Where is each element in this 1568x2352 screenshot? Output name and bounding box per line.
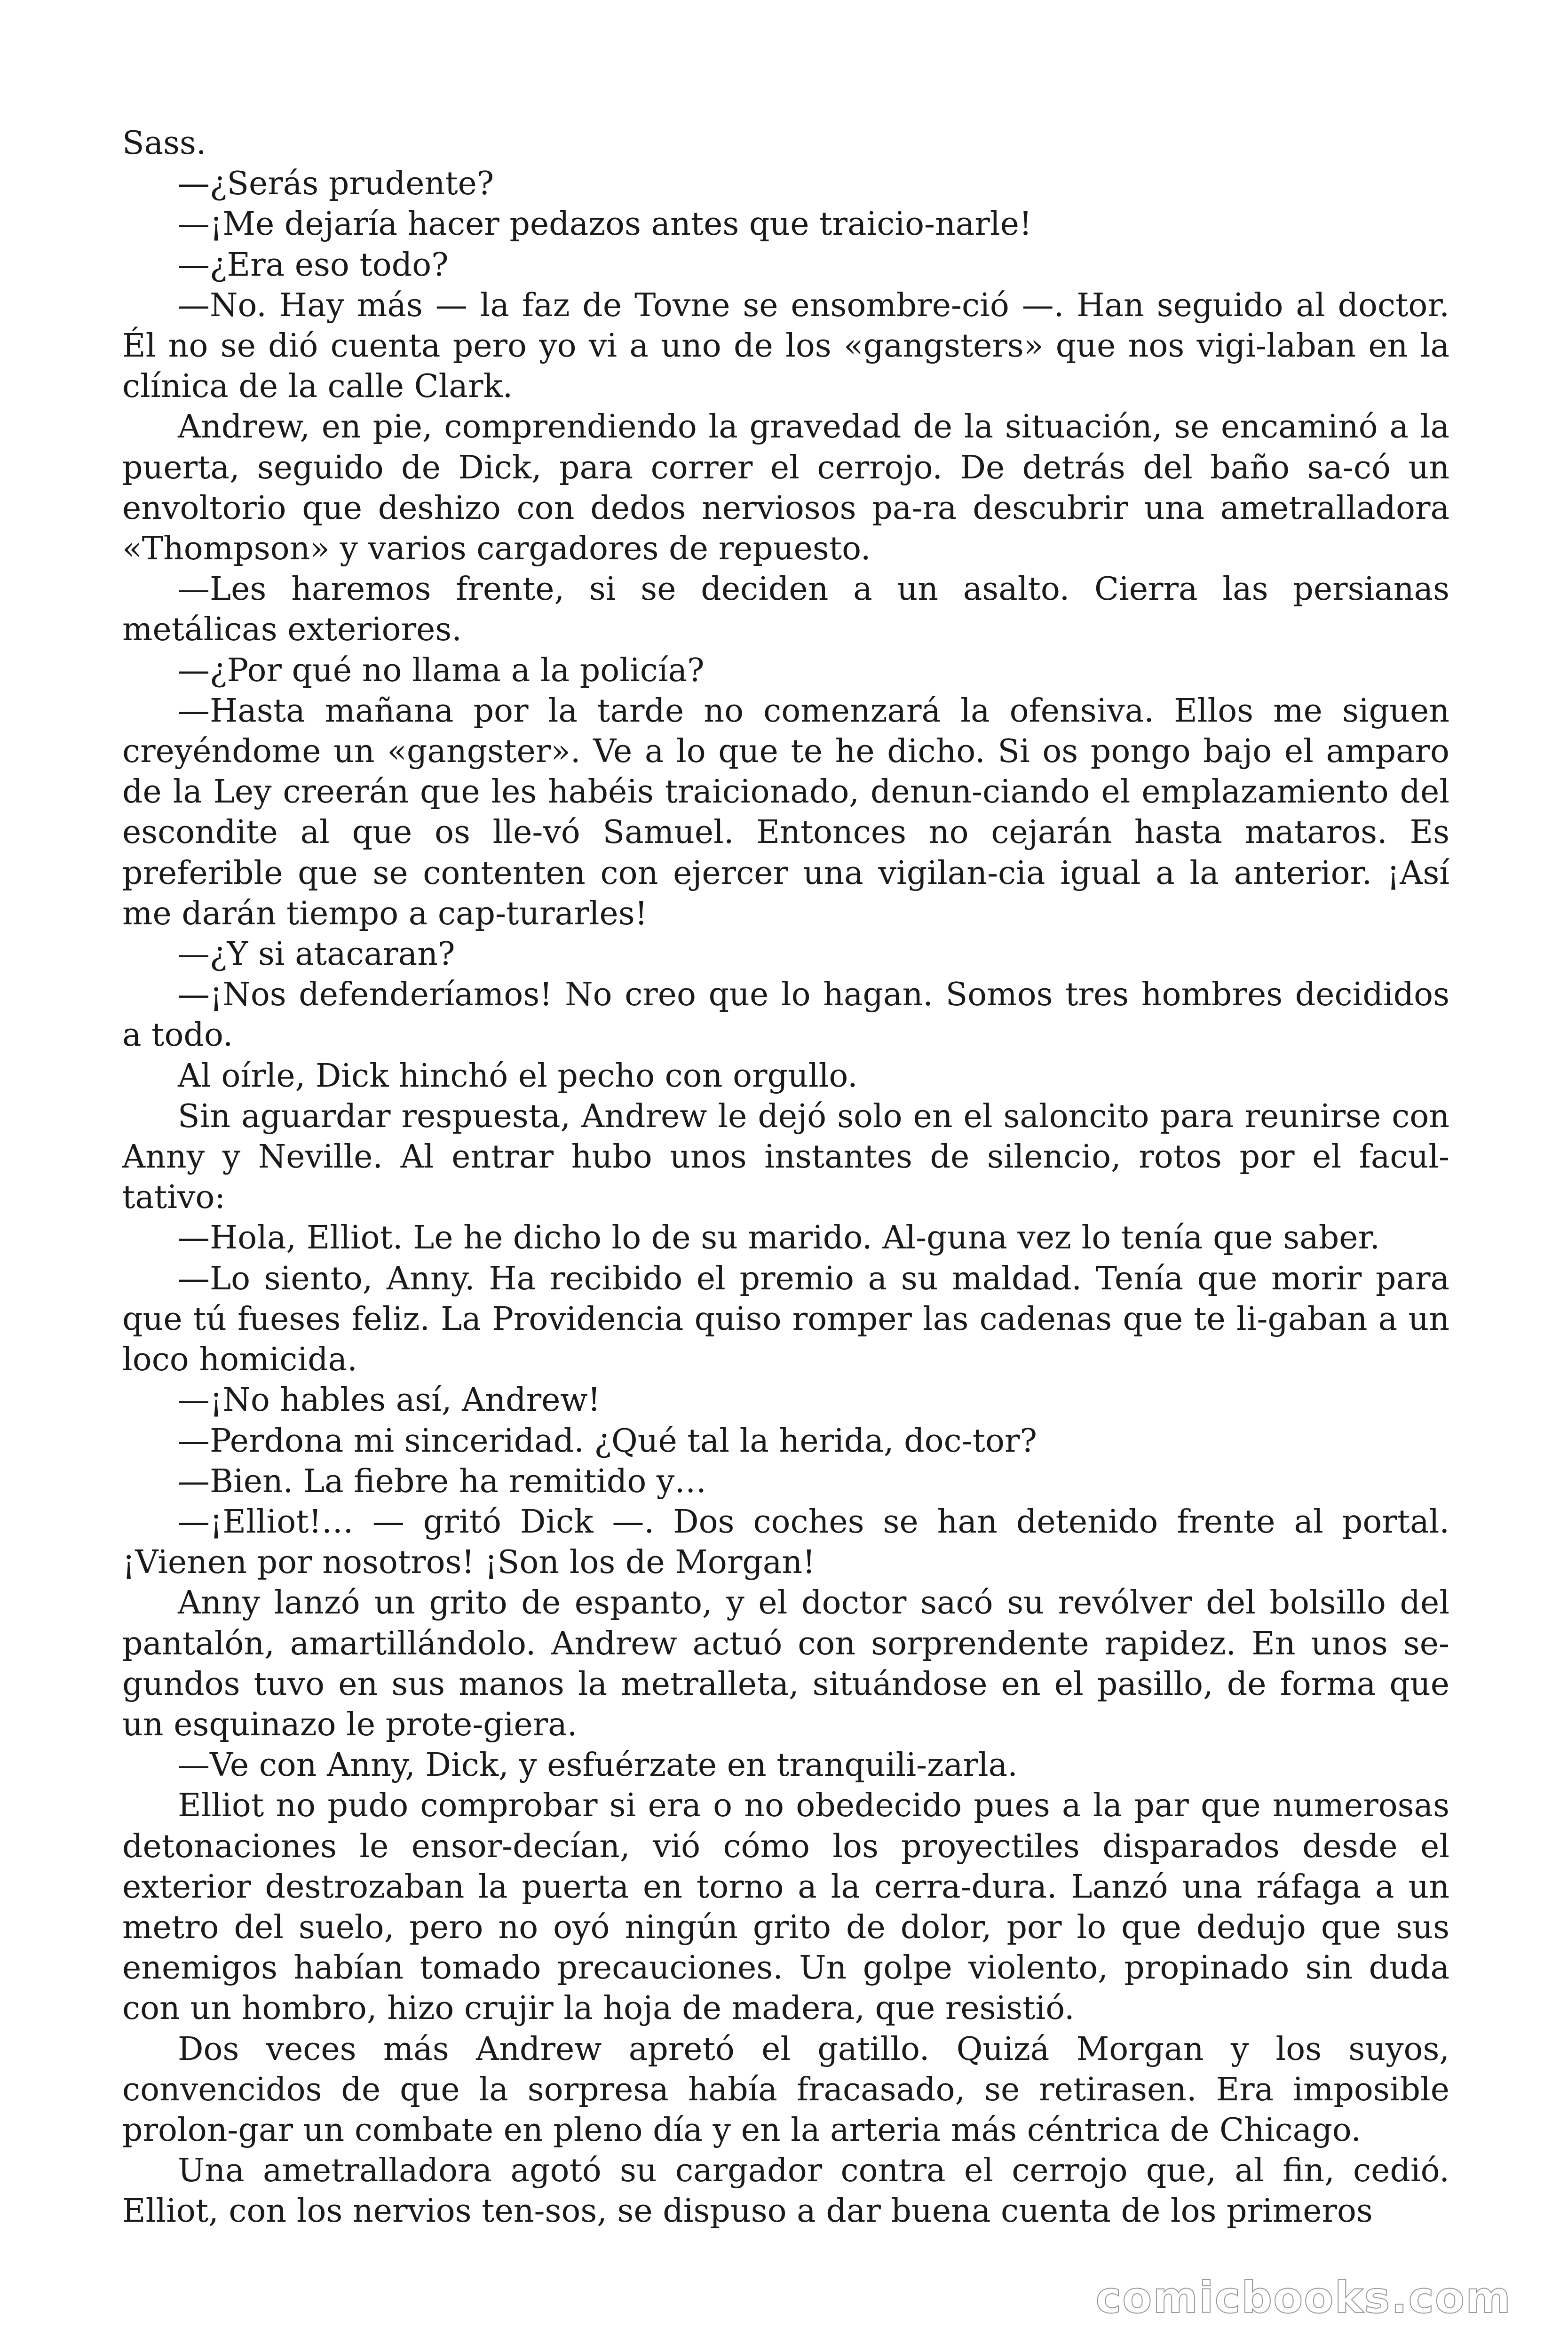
paragraph: —¿Y si atacaran? (178, 936, 455, 973)
paragraph: Sin aguardar respuesta, Andrew le dejó solo en el saloncito para reunirse con Anny y Neville. Al entrar hubo unos instantes de silencio, rotos por el facul-tativo: (122, 1097, 1449, 1216)
paragraph: —¡Me dejaría hacer pedazos antes que traicio-narle! (178, 206, 1032, 243)
page-text (122, 123, 1449, 2232)
paragraph: Sass. (122, 125, 206, 162)
paragraph: —¡Nos defenderíamos! No creo que lo hagan. Somos tres hombres decididos a todo. (122, 976, 1449, 1054)
paragraph: —¡No hables así, Andrew! (178, 1382, 601, 1419)
watermark-logo: comicbooks.com (1095, 2273, 1512, 2323)
paragraph: Anny lanzó un grito de espanto, y el doctor sacó su revólver del bolsillo del pantalón, amartillándolo. Andrew actuó con sorprendente rapidez. En unos se-gundos tuvo en sus manos la metralleta, situándose en el pasillo, de forma que un esquinazo le prote-giera. (122, 1584, 1449, 1743)
paragraph: —Les haremos frente, si se deciden a un asalto. Cierra las persianas metálicas exteriores. (122, 571, 1449, 649)
paragraph: Dos veces más Andrew apretó el gatillo. Quizá Morgan y los suyos, convencidos de que la sorpresa había fracasado, se retirasen. Era imposible prolon-gar un combate en pleno día y en la arteria más céntrica de Chicago. (122, 2030, 1449, 2149)
paragraph: —Perdona mi sinceridad. ¿Qué tal la herida, doc-tor? (178, 1422, 1037, 1460)
paragraph: —¡Elliot!… — gritó Dick —. Dos coches se han detenido frente al portal. ¡Vienen por nosotros! ¡Son los de Morgan! (122, 1503, 1449, 1581)
paragraph: —Hasta mañana por la tarde no comenzará la ofensiva. Ellos me siguen creyéndome un «gangster». Ve a lo que te he dicho. Si os pongo bajo el amparo de la Ley creerán que les habéis traicionado, denun-ciando el emplazamiento del escondite al que os lle-vó Samuel. Entonces no cejarán hasta mataros. Es preferible que se contenten con ejercer una vigilan-cia igual a la anterior. ¡Así me darán tiempo a cap-turarles! (122, 692, 1449, 932)
paragraph: —Hola, Elliot. Le he dicho lo de su marido. Al-guna vez lo tenía que saber. (178, 1219, 1380, 1257)
paragraph: Elliot no pudo comprobar si era o no obedecido pues a la par que numerosas detonaciones le ensor-decían, vió cómo los proyectiles disparados desde el exterior destrozaban la puerta en torno a la cerra-dura. Lanzó una ráfaga a un metro del suelo, pero no oyó ningún grito de dolor, por lo que dedujo que sus enemigos habían tomado precauciones. Un golpe violento, propinado sin duda con un hombro, hizo crujir la hoja de madera, que resistió. (122, 1787, 1449, 2027)
paragraph: —¿Serás prudente? (178, 165, 494, 203)
paragraph: —Ve con Anny, Dick, y esfuérzate en tranquili-zarla. (178, 1747, 1018, 1784)
paragraph: —Bien. La fiebre ha remitido y… (178, 1462, 707, 1500)
paragraph: Andrew, en pie, comprendiendo la gravedad de la situación, se encaminó a la puerta, seguido de Dick, para correr el cerrojo. De detrás del baño sa-có un envoltorio que deshizo con dedos nerviosos pa-ra descubrir una ametralladora «Thompson» y varios cargadores de repuesto. (122, 408, 1449, 568)
paragraph: —Lo siento, Anny. Ha recibido el premio a su maldad. Tenía que morir para que tú fueses feliz. La Providencia quiso romper las cadenas que te li-gaban a un loco homicida. (122, 1260, 1449, 1379)
paragraph: —¿Era eso todo? (178, 246, 449, 284)
paragraph: —No. Hay más — la faz de Tovne se ensombre-ció —. Han seguido al doctor. Él no se dió cuenta pero yo vi a uno de los «gangsters» que nos vigi-laban en la clínica de la calle Clark. (122, 286, 1449, 405)
paragraph: —¿Por qué no llama a la policía? (178, 652, 705, 689)
paragraph: Una ametralladora agotó su cargador contra el cerrojo que, al fin, cedió. Elliot, con los nervios ten-sos, se dispuso a dar buena cuenta de los primeros (122, 2152, 1449, 2230)
paragraph: Al oírle, Dick hinchó el pecho con orgullo. (178, 1057, 858, 1095)
